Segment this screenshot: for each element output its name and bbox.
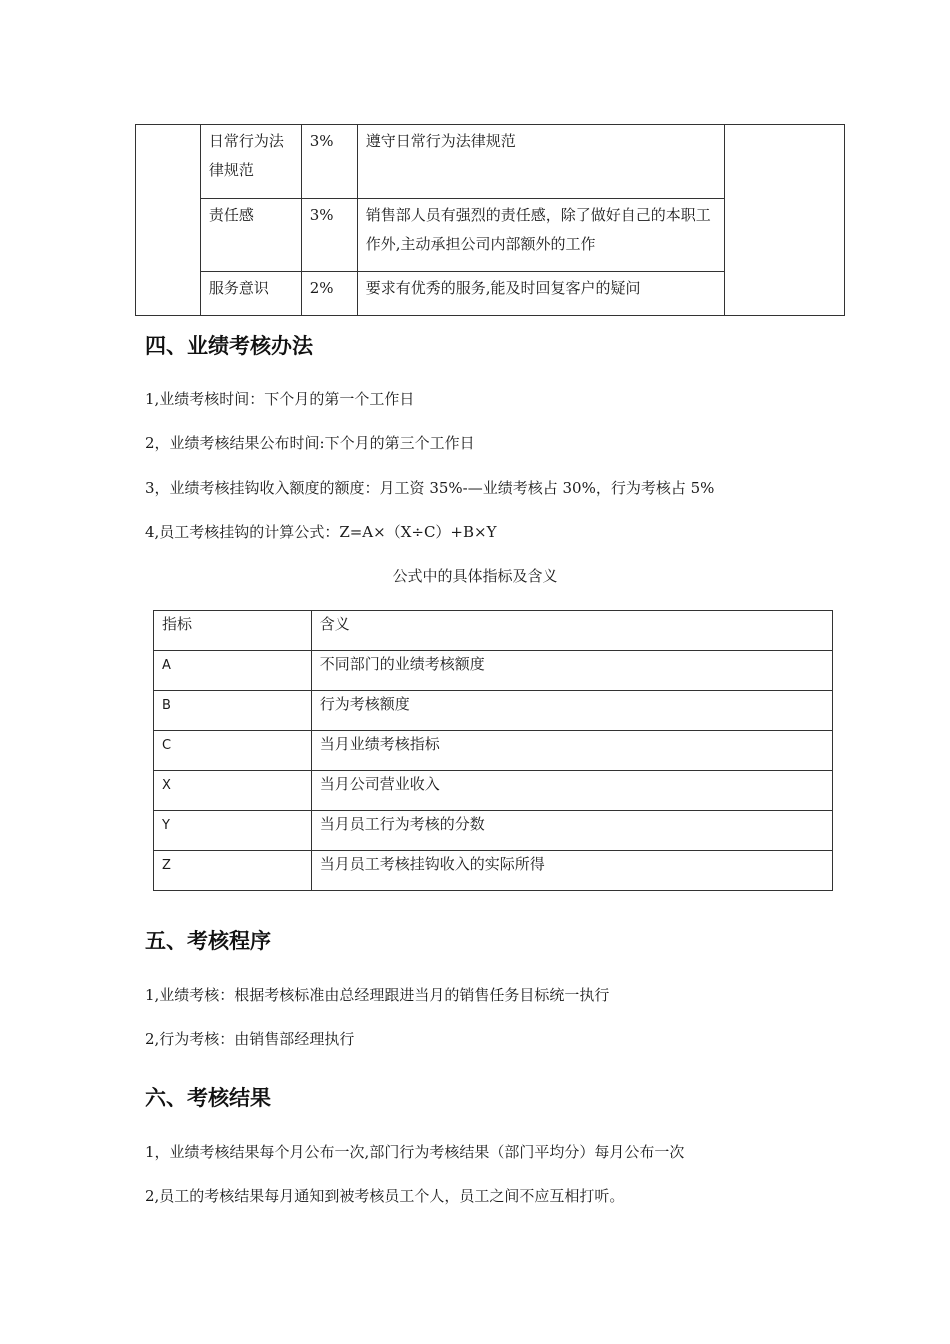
meaning-cell: 不同部门的业绩考核额度 (311, 651, 832, 691)
merged-remark-cell (725, 125, 845, 316)
behavior-assessment-table (135, 124, 845, 316)
indicator-cell: Y (154, 811, 312, 851)
indicator-table (153, 610, 833, 891)
paragraph: 2，业绩考核结果公布时间:下个月的第三个工作日 (145, 434, 475, 452)
table-row (154, 771, 833, 811)
item-cell: 责任感 (200, 199, 301, 272)
table-row (154, 731, 833, 771)
meaning-cell: 当月业绩考核指标 (311, 731, 832, 771)
header-cell: 指标 (154, 611, 312, 651)
indicator-cell: A (154, 651, 312, 691)
description-cell: 遵守日常行为法律规范 (357, 125, 724, 199)
weight-cell: 3% (301, 125, 357, 199)
meaning-cell: 当月员工行为考核的分数 (311, 811, 832, 851)
merged-category-cell (136, 125, 201, 316)
table-row (154, 851, 833, 891)
paragraph: 3，业绩考核挂钩收入额度的额度：月工资 35%-—业绩考核占 30%，行为考核占 5% (145, 479, 715, 497)
table-caption: 公式中的具体指标及含义 (392, 567, 558, 585)
paragraph: 1,业绩考核时间：下个月的第一个工作日 (145, 390, 415, 408)
paragraph: 1,业绩考核：根据考核标准由总经理跟进当月的销售任务目标统一执行 (145, 986, 610, 1004)
section-heading: 四、业绩考核办法 (145, 334, 313, 358)
paragraph: 1，业绩考核结果每个月公布一次,部门行为考核结果（部门平均分）每月公布一次 (145, 1143, 685, 1161)
formula-paragraph: 4,员工考核挂钩的计算公式：Z=A×（X÷C）+B×Y (145, 523, 497, 541)
table-row (154, 651, 833, 691)
meaning-cell: 当月员工考核挂钩收入的实际所得 (311, 851, 832, 891)
table-row (154, 691, 833, 731)
header-cell: 含义 (311, 611, 832, 651)
item-cell: 服务意识 (200, 272, 301, 316)
meaning-cell: 当月公司营业收入 (311, 771, 832, 811)
section-heading: 六、考核结果 (145, 1086, 271, 1110)
table-row (154, 811, 833, 851)
description-cell: 要求有优秀的服务,能及时回复客户的疑问 (357, 272, 724, 316)
weight-cell: 2% (301, 272, 357, 316)
description-cell: 销售部人员有强烈的责任感，除了做好自己的本职工作外,主动承担公司内部额外的工作 (357, 199, 724, 272)
table-row (136, 125, 845, 199)
indicator-cell: C (154, 731, 312, 771)
section-heading: 五、考核程序 (145, 929, 271, 953)
item-cell: 日常行为法律规范 (200, 125, 301, 199)
weight-cell: 3% (301, 199, 357, 272)
indicator-cell: Z (154, 851, 312, 891)
paragraph: 2,行为考核：由销售部经理执行 (145, 1030, 355, 1048)
indicator-cell: X (154, 771, 312, 811)
paragraph: 2,员工的考核结果每月通知到被考核员工个人，员工之间不应互相打听。 (145, 1187, 625, 1205)
table-header-row (154, 611, 833, 651)
indicator-cell: B (154, 691, 312, 731)
meaning-cell: 行为考核额度 (311, 691, 832, 731)
